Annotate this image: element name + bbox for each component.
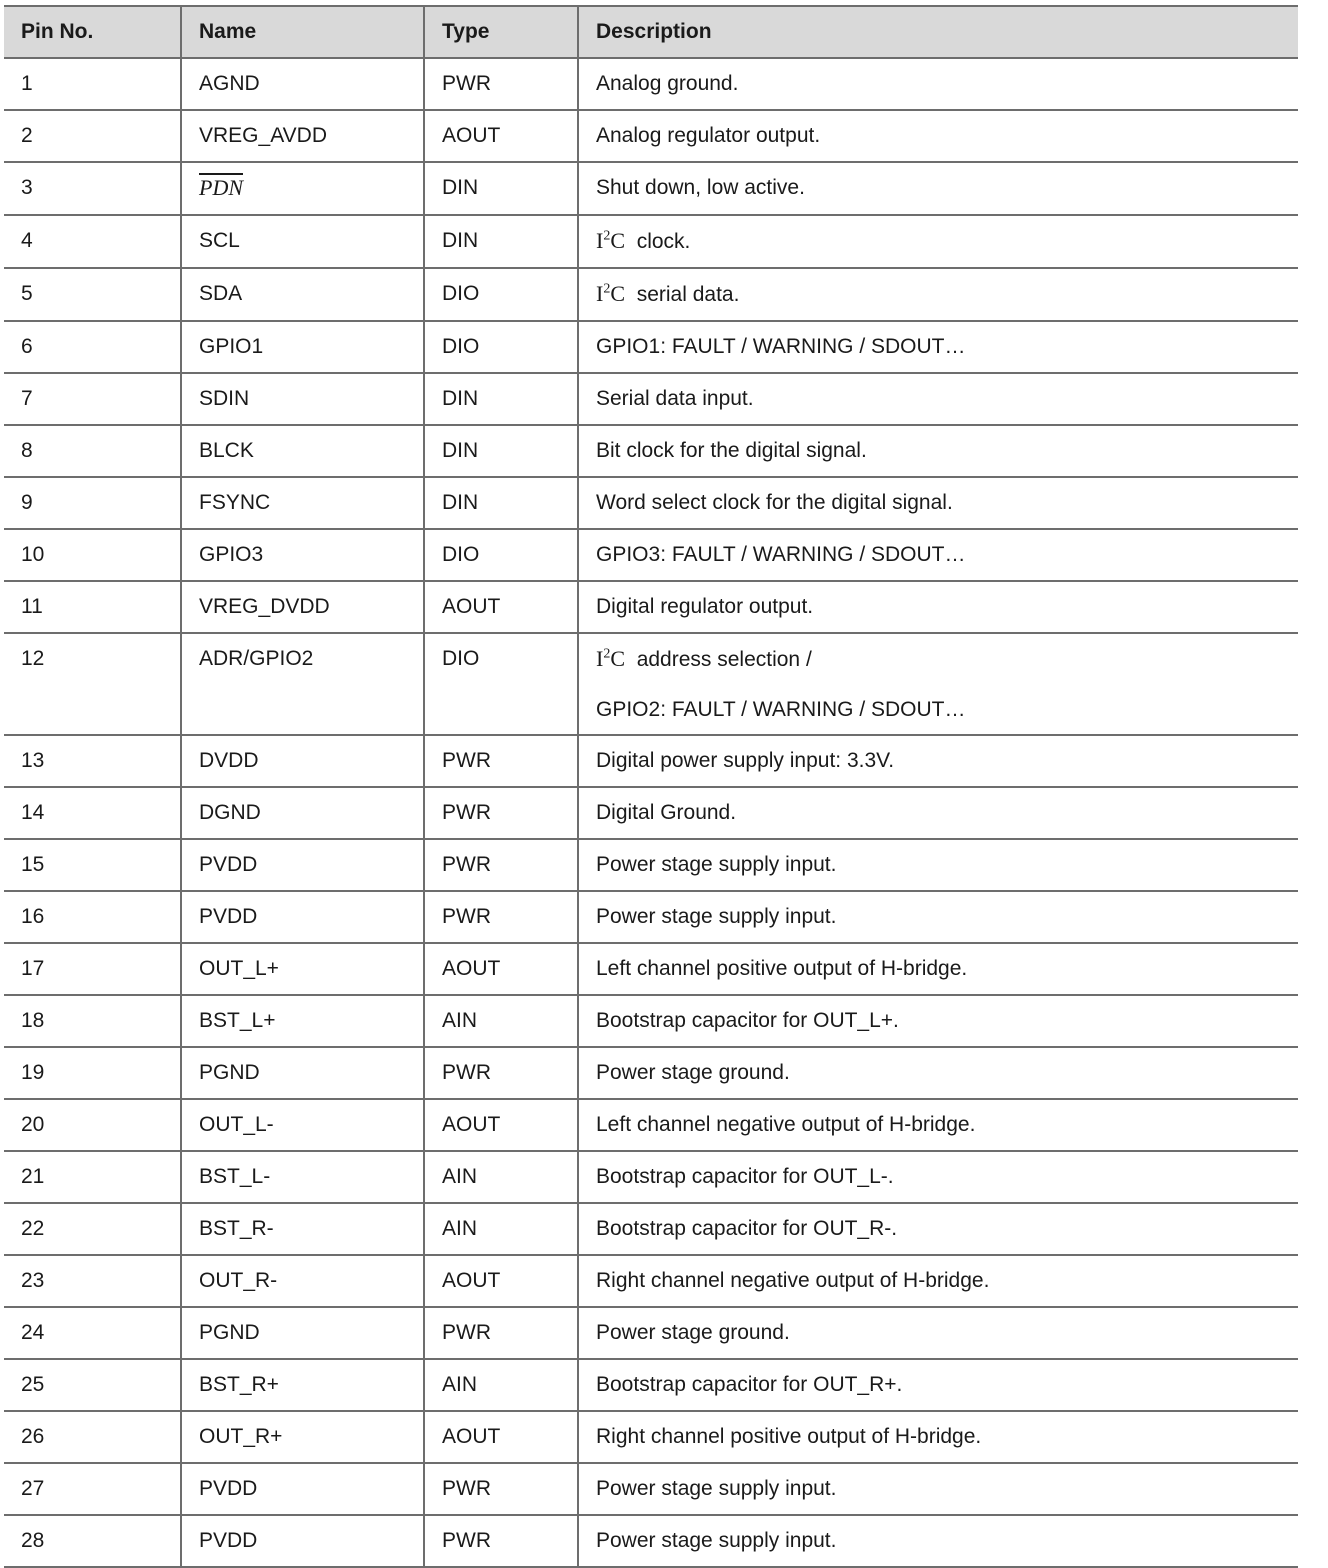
pin-name: BLCK [199,439,254,462]
cell-pin-no [4,529,181,581]
cell-name [181,581,424,633]
cell-pin-no [4,1463,181,1515]
pin-description: clock. [636,230,691,253]
pin-type: AOUT [442,1425,501,1448]
cell-type [424,1047,578,1099]
cell-type [424,425,578,477]
cell-name [181,1307,424,1359]
pin-name: VREG_DVDD [199,595,330,618]
pin-description: Word select clock for the digital signal. [596,491,953,514]
cell-pin-no [4,581,181,633]
pin-name: SDA [199,282,243,305]
pin-name: PGND [199,1061,260,1084]
cell-description [578,529,1298,581]
table-row [4,1359,1298,1411]
cell-name [181,1463,424,1515]
cell-name [181,425,424,477]
cell-pin-no [4,1515,181,1567]
table-row [4,735,1298,787]
table-row [4,581,1298,633]
description-line [596,176,805,199]
description-line [596,335,966,358]
cell-pin-no [4,425,181,477]
table-row [4,787,1298,839]
pin-type: DIO [442,647,480,670]
description-line [596,595,813,618]
pin-number: 14 [21,801,45,824]
pin-number: 4 [21,229,33,252]
cell-description [578,373,1298,425]
pin-number: 21 [21,1165,45,1188]
cell-name [181,1047,424,1099]
description-line [596,491,953,514]
description-line [596,439,867,462]
description-line [596,1373,902,1396]
cell-type [424,633,578,735]
pin-name: GPIO3 [199,543,264,566]
cell-type [424,1307,578,1359]
pin-name: $\overline{PDN}$ [199,175,243,200]
pin-description: Power stage supply input. [596,1477,837,1500]
pin-description: Digital Ground. [596,801,737,824]
cell-pin-no [4,1099,181,1151]
cell-type [424,1463,578,1515]
cell-type [424,373,578,425]
pin-description: Serial data input. [596,387,754,410]
pin-type: DIN [442,491,479,514]
description-line [596,957,967,980]
description-line [596,1113,975,1136]
cell-type [424,1255,578,1307]
cell-name [181,735,424,787]
cell-type [424,995,578,1047]
pin-description-table [4,5,1298,1568]
pin-name: OUT_R- [199,1269,278,1292]
pin-type: PWR [442,1477,491,1500]
pin-description: Power stage ground. [596,1321,790,1344]
cell-pin-no [4,1359,181,1411]
cell-name [181,995,424,1047]
cell-pin-no [4,787,181,839]
cell-description [578,1307,1298,1359]
pin-description: Bit clock for the digital signal. [596,439,867,462]
cell-pin-no [4,110,181,162]
pin-description: Digital regulator output. [596,595,814,618]
cell-type [424,1151,578,1203]
pin-description: address selection / [636,648,812,671]
cell-name [181,268,424,321]
i2c-prefix: $I^2C$ [596,646,626,671]
table-row [4,1307,1298,1359]
pin-name: VREG_AVDD [199,124,327,147]
pin-number: 22 [21,1217,45,1240]
table-row [4,425,1298,477]
description-line [596,853,836,876]
table-header-row [4,6,1298,58]
pin-type: DIN [442,229,479,252]
pin-number: 1 [21,72,33,95]
pin-number: 15 [21,853,45,876]
pin-name: BST_R- [199,1217,274,1240]
table-row [4,839,1298,891]
pin-description: Digital power supply input: 3.3V. [596,749,895,772]
cell-pin-no [4,1255,181,1307]
cell-pin-no [4,1307,181,1359]
cell-type [424,477,578,529]
pin-number: 13 [21,749,45,772]
cell-pin-no [4,477,181,529]
table-row [4,943,1298,995]
cell-pin-no [4,735,181,787]
pin-description: Power stage ground. [596,1061,790,1084]
cell-name [181,1515,424,1567]
pin-type: PWR [442,1321,491,1344]
pin-type: PWR [442,1529,491,1552]
table-row [4,321,1298,373]
pin-description: GPIO3: FAULT / WARNING / SDOUT… [596,543,966,566]
pin-type: PWR [442,1061,491,1084]
pin-description: Power stage supply input. [596,905,837,928]
pin-number: 12 [21,647,45,670]
table-row [4,995,1298,1047]
cell-description [578,425,1298,477]
pin-name: PVDD [199,853,258,876]
description-line [596,72,738,95]
cell-description [578,1099,1298,1151]
pin-type: PWR [442,72,491,95]
cell-description [578,1255,1298,1307]
description-line [596,1269,989,1292]
header-type: Type [424,6,578,58]
i2c-prefix: $I^2C$ [596,281,626,306]
pin-name: DGND [199,801,261,824]
cell-pin-no [4,633,181,735]
pin-type: AIN [442,1009,478,1032]
cell-name [181,1151,424,1203]
cell-description [578,995,1298,1047]
pin-number: 8 [21,439,33,462]
cell-description [578,1359,1298,1411]
table-row [4,1463,1298,1515]
cell-pin-no [4,1411,181,1463]
cell-name [181,215,424,268]
cell-type [424,581,578,633]
cell-description [578,1515,1298,1567]
pin-type: PWR [442,905,491,928]
pin-type: PWR [442,853,491,876]
cell-pin-no [4,215,181,268]
cell-name [181,1255,424,1307]
pin-number: 9 [21,491,33,514]
cell-type [424,1515,578,1567]
cell-description [578,268,1298,321]
cell-pin-no [4,1047,181,1099]
table-row [4,633,1298,735]
pin-number: 10 [21,543,45,566]
pin-type: PWR [442,801,491,824]
cell-pin-no [4,321,181,373]
cell-type [424,891,578,943]
pin-number: 20 [21,1113,45,1136]
pin-type: AOUT [442,1269,501,1292]
table-row [4,58,1298,110]
description-line [596,749,894,772]
pin-number: 6 [21,335,33,358]
cell-name [181,1099,424,1151]
description-line [596,1165,894,1188]
pin-description: Bootstrap capacitor for OUT_L+. [596,1009,899,1032]
table-row [4,215,1298,268]
cell-type [424,1203,578,1255]
pin-number: 3 [21,176,33,199]
pin-description: Bootstrap capacitor for OUT_R-. [596,1217,898,1240]
pin-description: Bootstrap capacitor for OUT_R+. [596,1373,903,1396]
cell-pin-no [4,1203,181,1255]
cell-pin-no [4,162,181,215]
cell-description [578,1151,1298,1203]
pin-number: 2 [21,124,33,147]
pin-name: ADR/GPIO2 [199,647,314,670]
cell-description [578,1411,1298,1463]
pin-description: Bootstrap capacitor for OUT_L-. [596,1165,894,1188]
cell-description [578,787,1298,839]
cell-description [578,735,1298,787]
pin-type: AOUT [442,1113,501,1136]
description-line [596,1009,899,1032]
table-row [4,891,1298,943]
pin-name: OUT_L+ [199,957,279,980]
i2c-prefix: $I^2C$ [596,228,626,253]
pin-name: AGND [199,72,260,95]
pin-type: PWR [442,749,491,772]
cell-name [181,321,424,373]
cell-name [181,373,424,425]
pin-number: 26 [21,1425,45,1448]
table-row [4,1255,1298,1307]
pin-number: 7 [21,387,33,410]
table-row [4,529,1298,581]
table-row [4,1047,1298,1099]
cell-description [578,839,1298,891]
cell-name [181,891,424,943]
pin-description: Power stage supply input. [596,853,837,876]
cell-pin-no [4,268,181,321]
description-line [596,1321,790,1344]
cell-description [578,321,1298,373]
description-line [596,801,736,824]
pin-name: SDIN [199,387,250,410]
description-line [596,1217,897,1240]
cell-description [578,215,1298,268]
pin-name: PVDD [199,905,258,928]
pin-type: AIN [442,1373,478,1396]
cell-description [578,162,1298,215]
table-row [4,373,1298,425]
cell-type [424,1359,578,1411]
cell-description [578,943,1298,995]
cell-name [181,839,424,891]
description-line [596,230,690,253]
header-pin-no: Pin No. [4,6,181,58]
pin-number: 23 [21,1269,45,1292]
header-description: Description [578,6,1298,58]
cell-name [181,1359,424,1411]
cell-name [181,110,424,162]
cell-pin-no [4,58,181,110]
table-body [4,58,1298,1567]
description-line [596,387,754,410]
cell-name [181,58,424,110]
cell-type [424,529,578,581]
pin-number: 18 [21,1009,45,1032]
cell-name [181,943,424,995]
pin-name: SCL [199,229,240,252]
cell-description [578,477,1298,529]
pin-type: DIO [442,543,480,566]
description-line [596,124,820,147]
pin-type: DIN [442,439,479,462]
cell-description [578,110,1298,162]
table-row [4,268,1298,321]
pin-type: DIO [442,335,480,358]
cell-description [578,1203,1298,1255]
cell-description [578,891,1298,943]
header-name: Name [181,6,424,58]
table-row [4,1411,1298,1463]
cell-description [578,581,1298,633]
table-row [4,1151,1298,1203]
pin-name: PVDD [199,1477,258,1500]
cell-name [181,787,424,839]
pin-description-line2: GPIO2: FAULT / WARNING / SDOUT… [596,698,966,721]
cell-name [181,1411,424,1463]
pin-number: 19 [21,1061,45,1084]
cell-description [578,633,1298,735]
pin-description: Shut down, low active. [596,176,805,199]
cell-name [181,1203,424,1255]
description-line [596,1529,836,1552]
cell-name [181,529,424,581]
cell-name [181,477,424,529]
cell-description [578,1463,1298,1515]
pin-number: 25 [21,1373,45,1396]
cell-pin-no [4,943,181,995]
pin-description: Left channel positive output of H-bridge. [596,957,968,980]
cell-name [181,162,424,215]
pin-name: PGND [199,1321,260,1344]
description-line [596,905,836,928]
table-row [4,110,1298,162]
table-row [4,1515,1298,1567]
description-line [596,1477,836,1500]
pin-number: 17 [21,957,45,980]
cell-type [424,268,578,321]
description-line [596,283,739,306]
pin-name: BST_L+ [199,1009,276,1032]
description-line [596,648,812,671]
pin-description: Right channel negative output of H-bridge. [596,1269,990,1292]
cell-description [578,58,1298,110]
pin-name: PVDD [199,1529,258,1552]
pin-name: BST_R+ [199,1373,279,1396]
table-row [4,1099,1298,1151]
cell-type [424,321,578,373]
pin-number: 24 [21,1321,45,1344]
cell-type [424,1099,578,1151]
pin-description: Analog ground. [596,72,739,95]
pin-description: GPIO1: FAULT / WARNING / SDOUT… [596,335,966,358]
pin-number: 16 [21,905,45,928]
cell-type [424,110,578,162]
pin-name: OUT_R+ [199,1425,283,1448]
pin-number: 5 [21,282,33,305]
pin-name: GPIO1 [199,335,264,358]
description-line [596,543,966,566]
cell-type [424,162,578,215]
pin-type: DIN [442,387,479,410]
cell-type [424,58,578,110]
pin-description: Power stage supply input. [596,1529,837,1552]
pin-type: AIN [442,1217,478,1240]
pin-type: AOUT [442,957,501,980]
table-row [4,162,1298,215]
pin-type: AOUT [442,595,501,618]
pin-name: OUT_L- [199,1113,274,1136]
table-row [4,477,1298,529]
pin-number: 11 [21,595,43,618]
cell-type [424,735,578,787]
cell-type [424,787,578,839]
table-row [4,1203,1298,1255]
pin-number: 27 [21,1477,45,1500]
pin-description: Right channel positive output of H-bridge. [596,1425,982,1448]
pin-description: serial data. [636,283,740,306]
cell-description [578,1047,1298,1099]
cell-type [424,943,578,995]
cell-type [424,1411,578,1463]
pin-type: AOUT [442,124,501,147]
description-line [596,1061,790,1084]
cell-type [424,215,578,268]
pin-name: FSYNC [199,491,271,514]
description-line [596,1425,981,1448]
cell-pin-no [4,373,181,425]
pin-number: 28 [21,1529,45,1552]
cell-pin-no [4,839,181,891]
cell-name [181,633,424,735]
pin-description: Analog regulator output. [596,124,821,147]
cell-pin-no [4,995,181,1047]
pin-name: BST_L- [199,1165,271,1188]
pin-type: AIN [442,1165,478,1188]
pin-type: DIO [442,282,480,305]
pin-description: Left channel negative output of H-bridge. [596,1113,976,1136]
cell-pin-no [4,891,181,943]
cell-type [424,839,578,891]
pin-type: DIN [442,176,479,199]
pin-name: DVDD [199,749,259,772]
cell-pin-no [4,1151,181,1203]
